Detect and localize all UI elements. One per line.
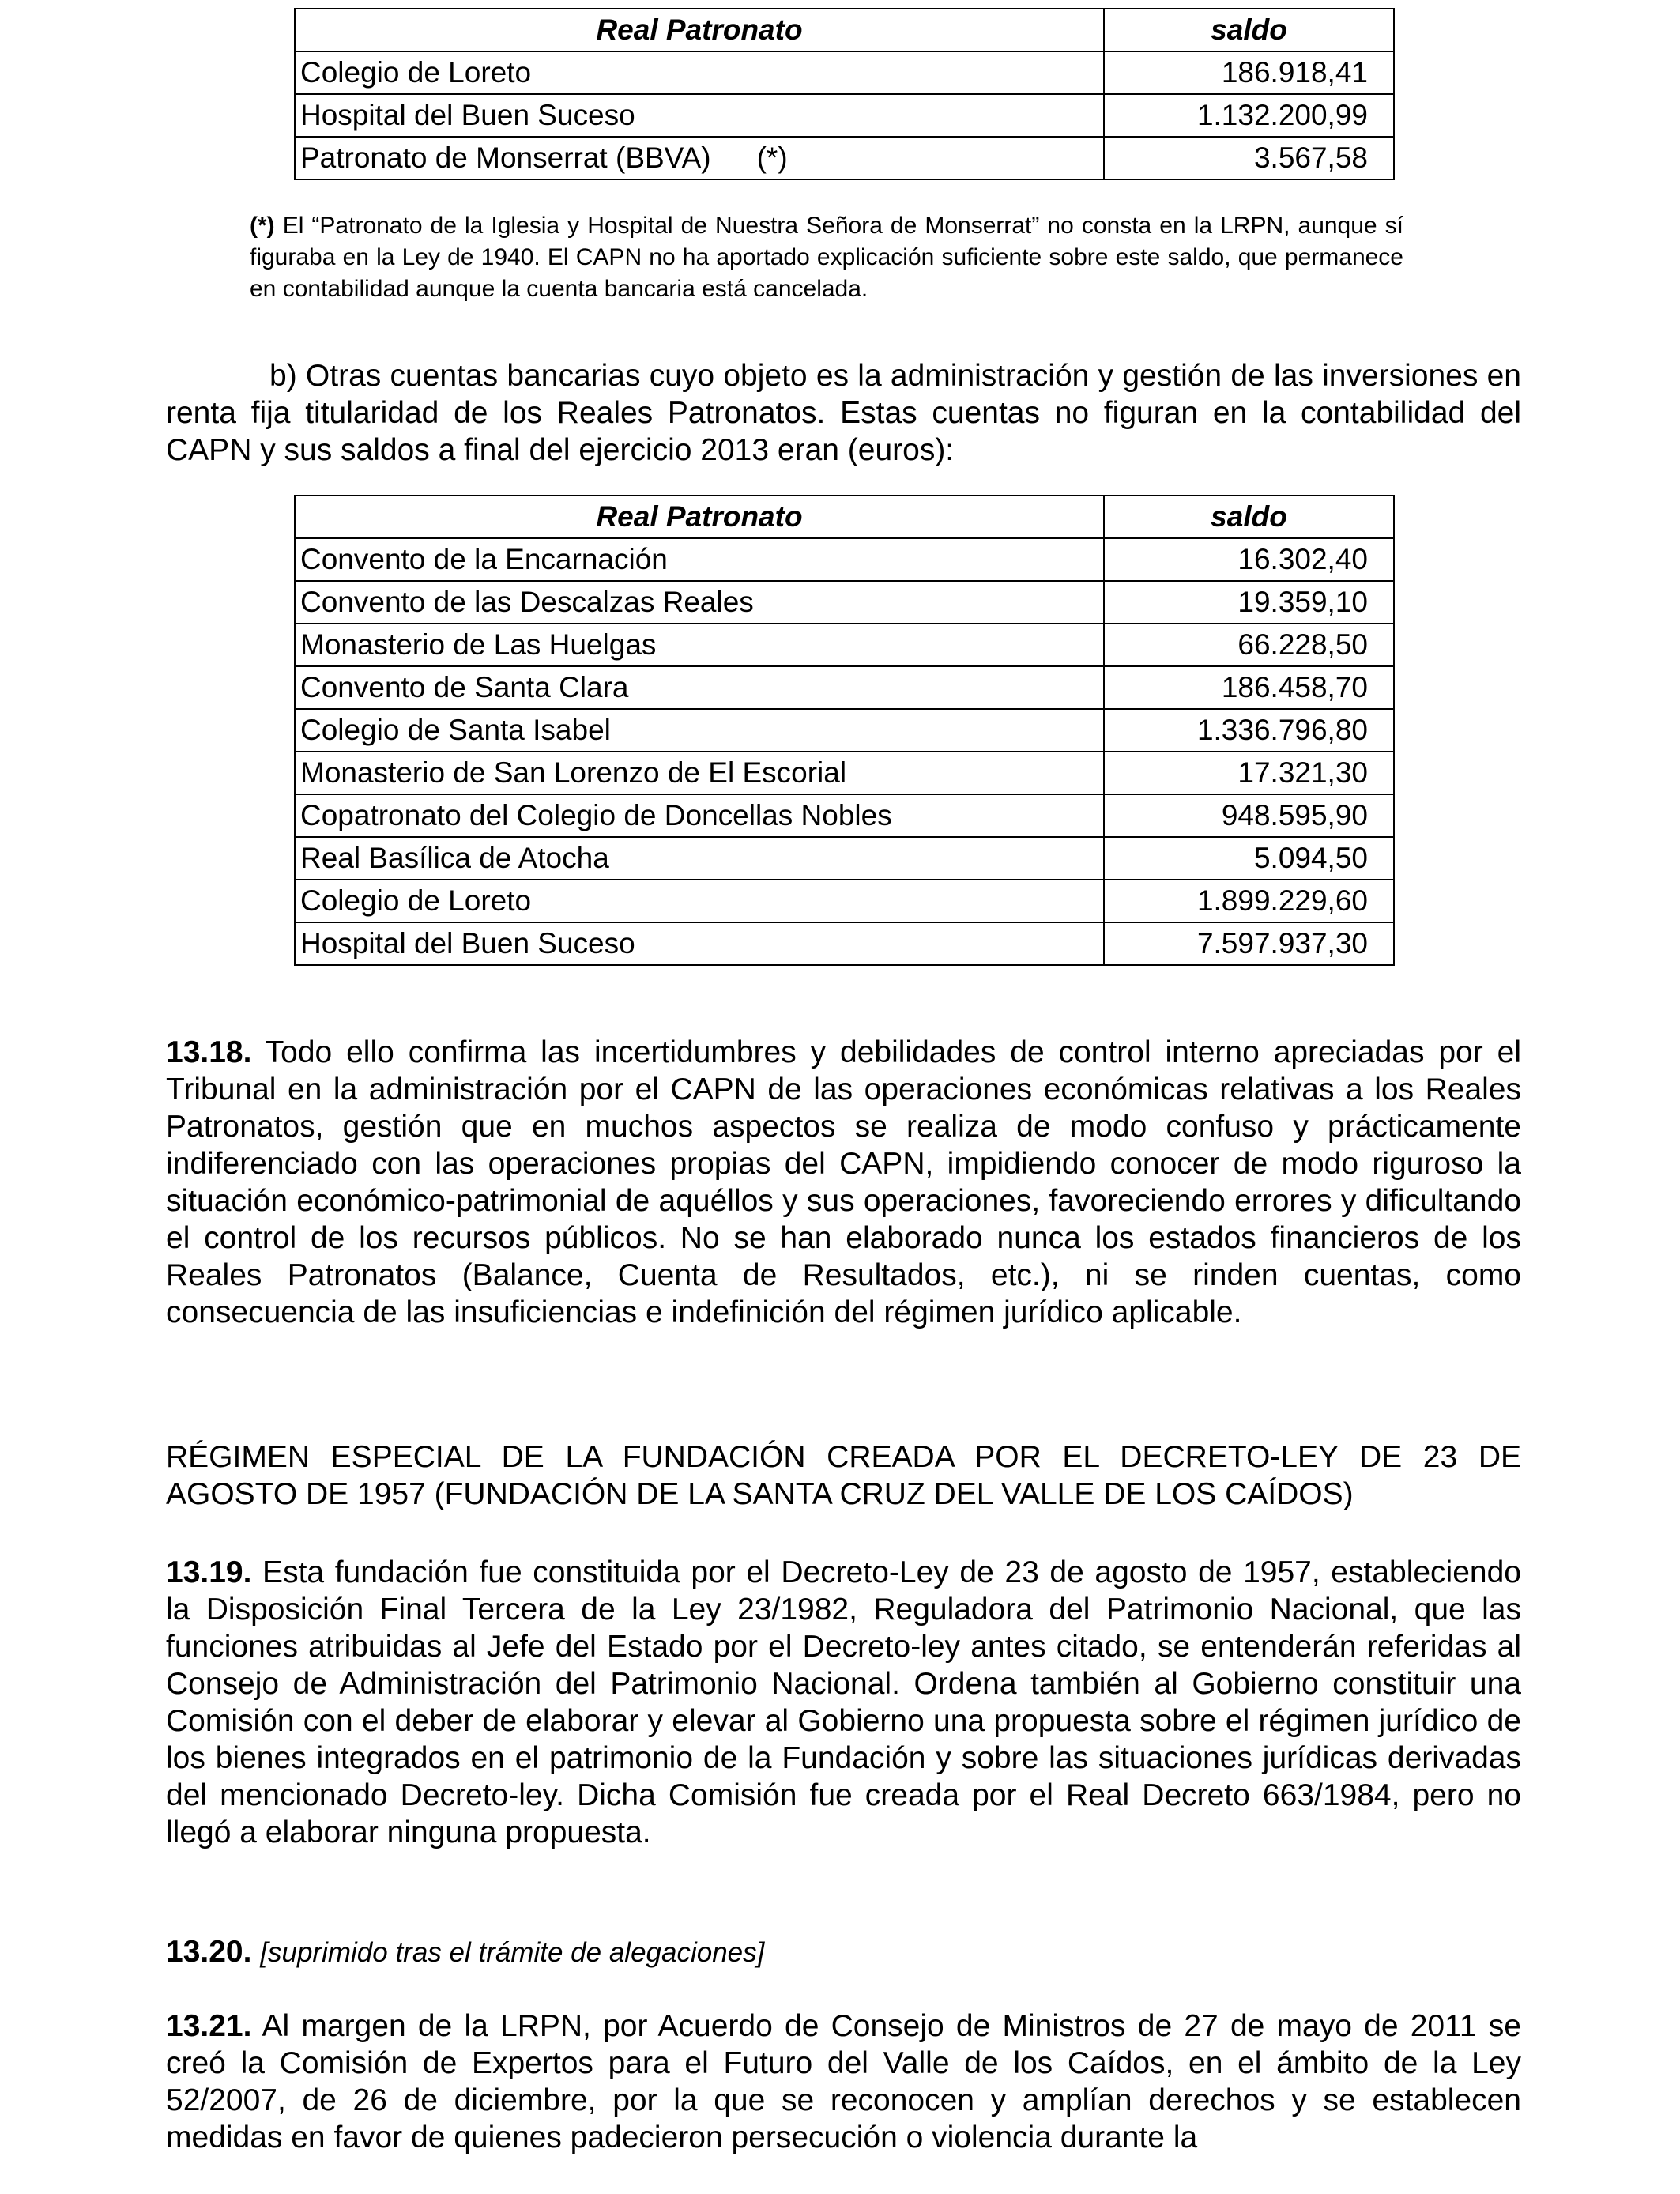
- table-row: [295, 51, 1394, 94]
- header-real-patronato: Real Patronato: [295, 9, 1104, 51]
- footnote-marker: (*): [250, 213, 275, 239]
- paragraph-text: Esta fundación fue constituida por el Decreto-Ley de 23 de agosto de 1957, estableciendo la Disposición Final Tercera de la Ley 23/1982, Reguladora del Patrimonio Nacional, que las funciones atribuidas al Jefe del Estado por el Decreto-ley antes citado, se entenderán referidas al Consejo de Administración del Patrimonio Nacional. Ordena también al Gobierno constituir una Comisión con el deber de elaborar y elevar al Gobierno una propuesta sobre el régimen jurídico de los bienes integrados en el patrimonio de la Fundación y sobre las situaciones jurídicas derivadas del mencionado Decreto-ley. Dicha Comisión fue creada por el Real Decreto 663/1984, pero no llegó a elaborar ninguna propuesta.: [166, 1555, 1521, 1849]
- header-saldo: saldo: [1104, 496, 1394, 538]
- table-header-row: [295, 496, 1394, 538]
- row-name: Convento de Santa Clara: [295, 666, 1104, 709]
- row-name: Colegio de Santa Isabel: [295, 709, 1104, 752]
- table-row: [295, 794, 1394, 837]
- paragraph-text: Al margen de la LRPN, por Acuerdo de Consejo de Ministros de 27 de mayo de 2011 se creó la Comisión de Expertos para el Futuro del Valle de los Caídos, en el ámbito de la Ley 52/2007, de 26 de diciembre, por la que se reconocen y amplían derechos y se establecen medidas en favor de quienes padecieron persecución o violencia durante la: [166, 2009, 1521, 2154]
- real-patronato-balance-table-2: [294, 495, 1395, 966]
- row-value: 1.899.229,60: [1104, 880, 1394, 922]
- row-name-cell: [295, 137, 1104, 179]
- row-value: 5.094,50: [1104, 837, 1394, 880]
- paragraph-number: 13.21.: [166, 2009, 252, 2043]
- table-row: [295, 538, 1394, 581]
- row-value: 186.918,41: [1104, 51, 1394, 94]
- table-row: [295, 880, 1394, 922]
- table-header-row: [295, 9, 1394, 51]
- row-value: 186.458,70: [1104, 666, 1394, 709]
- paragraph-number: 13.20.: [166, 1935, 252, 1969]
- footnote-mark: (*): [756, 141, 788, 174]
- row-value: 1.336.796,80: [1104, 709, 1394, 752]
- row-name: Convento de la Encarnación: [295, 538, 1104, 581]
- row-value: 66.228,50: [1104, 624, 1394, 666]
- row-name: Monasterio de Las Huelgas: [295, 624, 1104, 666]
- row-name: Hospital del Buen Suceso: [295, 94, 1104, 137]
- section-heading: RÉGIMEN ESPECIAL DE LA FUNDACIÓN CREADA POR EL DECRETO-LEY DE 23 DE AGOSTO DE 1957 (FUNDACIÓN DE LA SANTA CRUZ DEL VALLE DE LOS CAÍDOS): [166, 1440, 1521, 1511]
- table-row: [295, 581, 1394, 624]
- table-row: [295, 137, 1394, 179]
- row-name: Patronato de Monserrat (BBVA): [300, 141, 711, 174]
- row-name: Hospital del Buen Suceso: [295, 922, 1104, 965]
- paragraph-text: Todo ello confirma las incertidumbres y debilidades de control interno apreciadas por el Tribunal en la administración por el CAPN de las operaciones económicas relativas a los Reales Patronatos, gestión que en muchos aspectos se realiza de modo confuso y prácticamente indiferenciado con las operaciones propias del CAPN, impidiendo conocer de modo riguroso la situación económico-patrimonial de aquéllos y sus operaciones, favoreciendo errores y dificultando el control de los recursos públicos. No se han elaborado nunca los estados financieros de los Reales Patronatos (Balance, Cuenta de Resultados, etc.), ni se rinden cuentas, como consecuencia de las insuficiencias e indefinición del régimen jurídico aplicable.: [166, 1035, 1521, 1329]
- row-value: 17.321,30: [1104, 752, 1394, 794]
- paragraph-text: [suprimido tras el trámite de alegaciones]: [260, 1937, 765, 1968]
- row-value: 1.132.200,99: [1104, 94, 1394, 137]
- table-row: [295, 94, 1394, 137]
- real-patronato-balance-table-1: [294, 8, 1395, 180]
- row-name: Convento de las Descalzas Reales: [295, 581, 1104, 624]
- paragraph-13-20: [166, 1933, 1521, 1971]
- row-value: 7.597.937,30: [1104, 922, 1394, 965]
- paragraph-b: b) Otras cuentas bancarias cuyo objeto es la administración y gestión de las inversiones en renta fija titularidad de los Reales Patronatos. Estas cuentas no figuran en la contabilidad del CAPN y sus saldos a final del ejercicio 2013 eran (euros):: [166, 359, 1521, 467]
- table-row: [295, 624, 1394, 666]
- row-name: Colegio de Loreto: [295, 51, 1104, 94]
- row-value: 948.595,90: [1104, 794, 1394, 837]
- row-name: Copatronato del Colegio de Doncellas Nobles: [295, 794, 1104, 837]
- row-value: 19.359,10: [1104, 581, 1394, 624]
- table-row: [295, 709, 1394, 752]
- row-name: Monasterio de San Lorenzo de El Escorial: [295, 752, 1104, 794]
- paragraph-13-21: [166, 2007, 1521, 2156]
- row-name: Real Basílica de Atocha: [295, 837, 1104, 880]
- row-value: 16.302,40: [1104, 538, 1394, 581]
- table-row: [295, 666, 1394, 709]
- header-saldo: saldo: [1104, 9, 1394, 51]
- table-footnote: [250, 210, 1403, 305]
- table-row: [295, 752, 1394, 794]
- table-row: [295, 922, 1394, 965]
- paragraph-13-19: [166, 1554, 1521, 1851]
- header-real-patronato: Real Patronato: [295, 496, 1104, 538]
- paragraph-number: 13.18.: [166, 1035, 252, 1069]
- row-name: Colegio de Loreto: [295, 880, 1104, 922]
- paragraph-13-18: [166, 1034, 1521, 1331]
- footnote-text: El “Patronato de la Iglesia y Hospital de Nuestra Señora de Monserrat” no consta en la LRPN, aunque sí figuraba en la Ley de 1940. El CAPN no ha aportado explicación suficiente sobre este saldo, que permanece en contabilidad aunque la cuenta bancaria está cancelada.: [250, 213, 1403, 302]
- table-row: [295, 837, 1394, 880]
- paragraph-number: 13.19.: [166, 1555, 252, 1589]
- row-value: 3.567,58: [1104, 137, 1394, 179]
